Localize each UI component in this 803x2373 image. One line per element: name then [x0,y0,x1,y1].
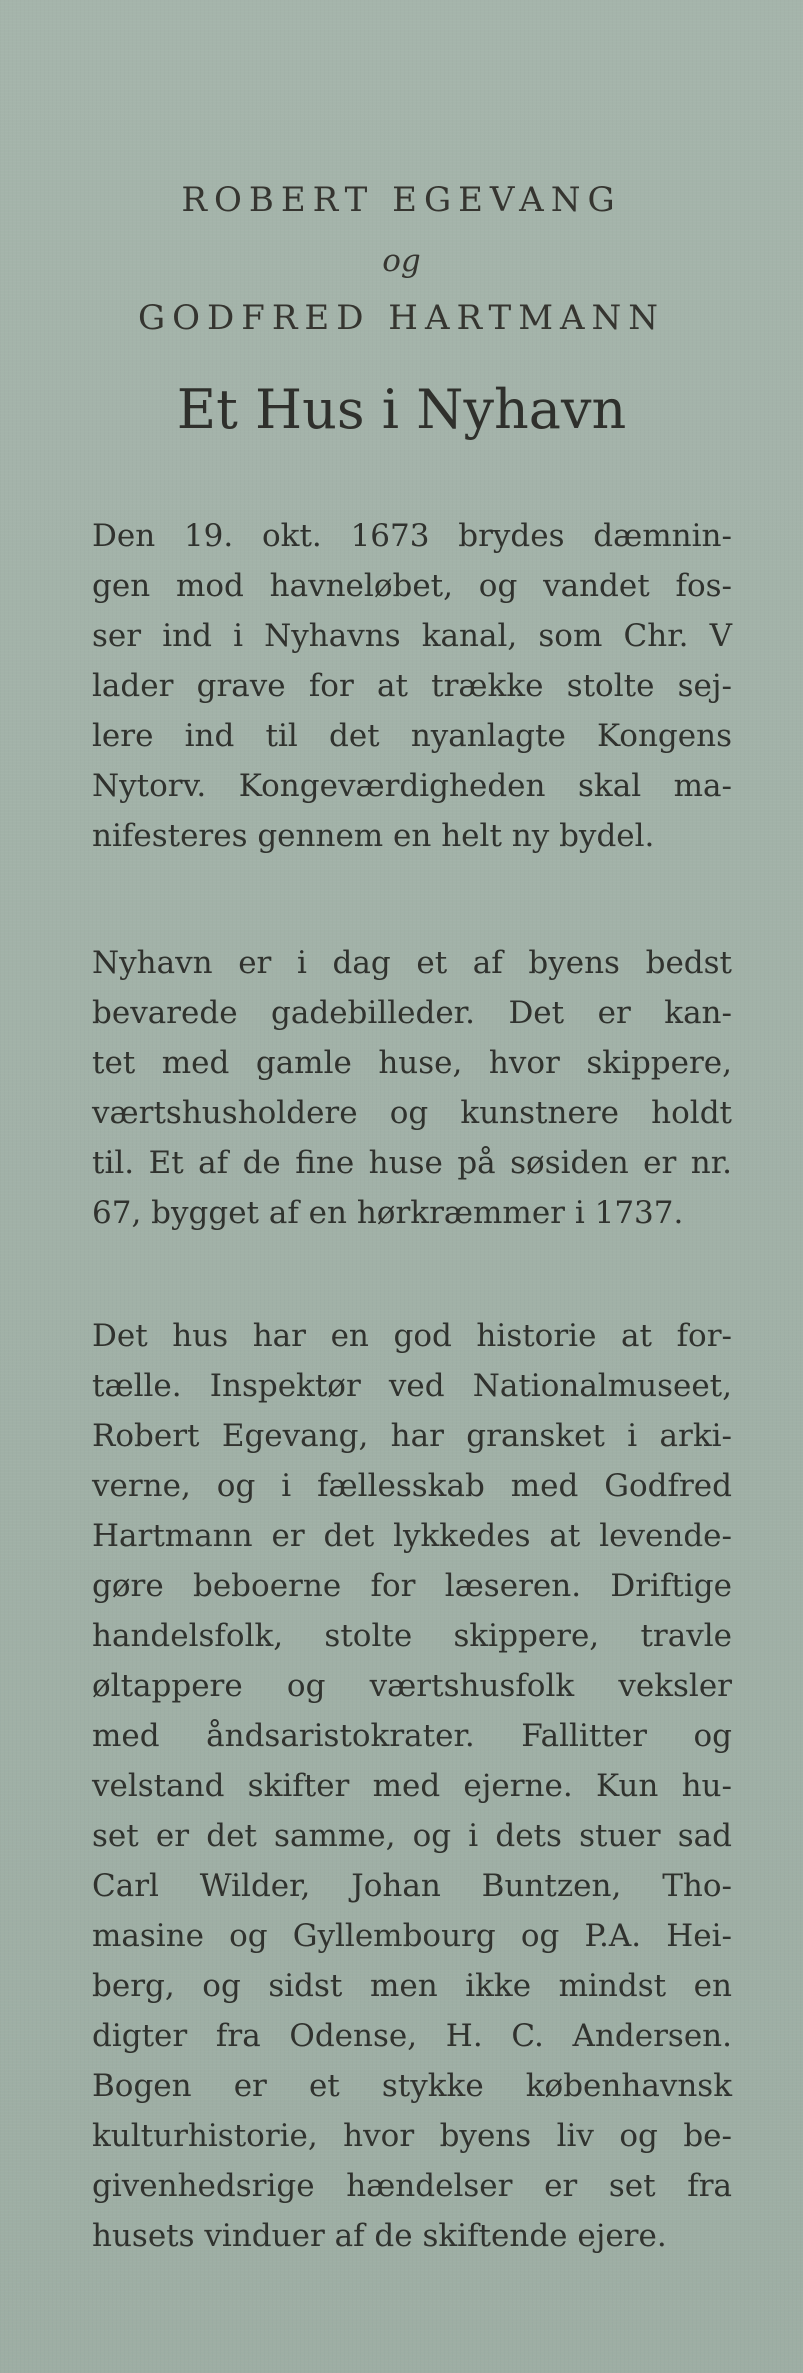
blurb-line: værtshusholdere og kunstnere holdt [92,1095,732,1131]
blurb-line: til. Et af de fine huse på søsiden er nr. [92,1145,732,1181]
blurb-line: lader grave for at trække stolte sej- [92,668,732,704]
blurb-line: Nyhavn er i dag et af byens bedst [92,945,732,981]
author-connector: og [382,243,421,279]
blurb-line: Bogen er et stykke københavnsk [92,2068,732,2104]
blurb-line: ser ind i Nyhavns kanal, som Chr. V [92,618,732,654]
blurb-line: Det hus har en god historie at for- [92,1318,732,1354]
blurb-line: Robert Egevang, har gransket i arki- [92,1418,732,1454]
blurb-line: handelsfolk, stolte skippere, travle [92,1618,732,1654]
blurb-line: gøre beboerne for læseren. Driftige [92,1568,732,1604]
blurb-line: masine og Gyllembourg og P.A. Hei- [92,1918,732,1954]
blurb-line: lere ind til det nyanlagte Kongens [92,718,732,754]
blurb-line: bevarede gadebilleder. Det er kan- [92,995,732,1031]
blurb-line: kulturhistorie, hvor byens liv og be- [92,2118,732,2154]
blurb-line: tet med gamle huse, hvor skippere, [92,1045,732,1081]
blurb-line: Den 19. okt. 1673 brydes dæmnin- [92,518,732,554]
blurb-line: set er det samme, og i dets stuer sad [92,1818,732,1854]
blurb-line: øltappere og værtshusfolk veksler [92,1668,732,1704]
blurb-line: velstand skifter med ejerne. Kun hu- [92,1768,732,1804]
book-title: Et Hus i Nyhavn [176,378,627,441]
blurb-line: berg, og sidst men ikke mindst en [92,1968,732,2004]
blurb-line: nifesteres gennem en helt ny bydel. [92,818,655,854]
blurb-line: Hartmann er det lykkedes at levende- [92,1518,732,1554]
author-name-godfred-hartmann: GODFRED HARTMANN [137,298,666,338]
blurb-line: Carl Wilder, Johan Buntzen, Tho- [92,1868,732,1904]
blurb-paragraph-1 [92,511,732,861]
blurb-line: tælle. Inspektør ved Nationalmuseet, [92,1368,732,1404]
blurb-line: givenhedsrige hændelser er set fra [92,2168,732,2204]
blurb-line: 67, bygget af en hørkræmmer i 1737. [92,1195,684,1231]
author-name-robert-egevang: ROBERT EGEVANG [181,180,622,220]
blurb-line: husets vinduer af de skiftende ejere. [92,2218,667,2254]
blurb-paragraph-2 [92,938,732,1238]
blurb-line: med åndsaristokrater. Fallitter og [92,1718,732,1754]
blurb-line: verne, og i fællesskab med Godfred [92,1468,732,1504]
blurb-line: gen mod havneløbet, og vandet fos- [92,568,732,604]
blurb-paragraph-3 [92,1311,732,2261]
blurb-line: Nytorv. Kongeværdigheden skal ma- [92,768,732,804]
blurb-line: digter fra Odense, H. C. Andersen. [92,2018,732,2054]
